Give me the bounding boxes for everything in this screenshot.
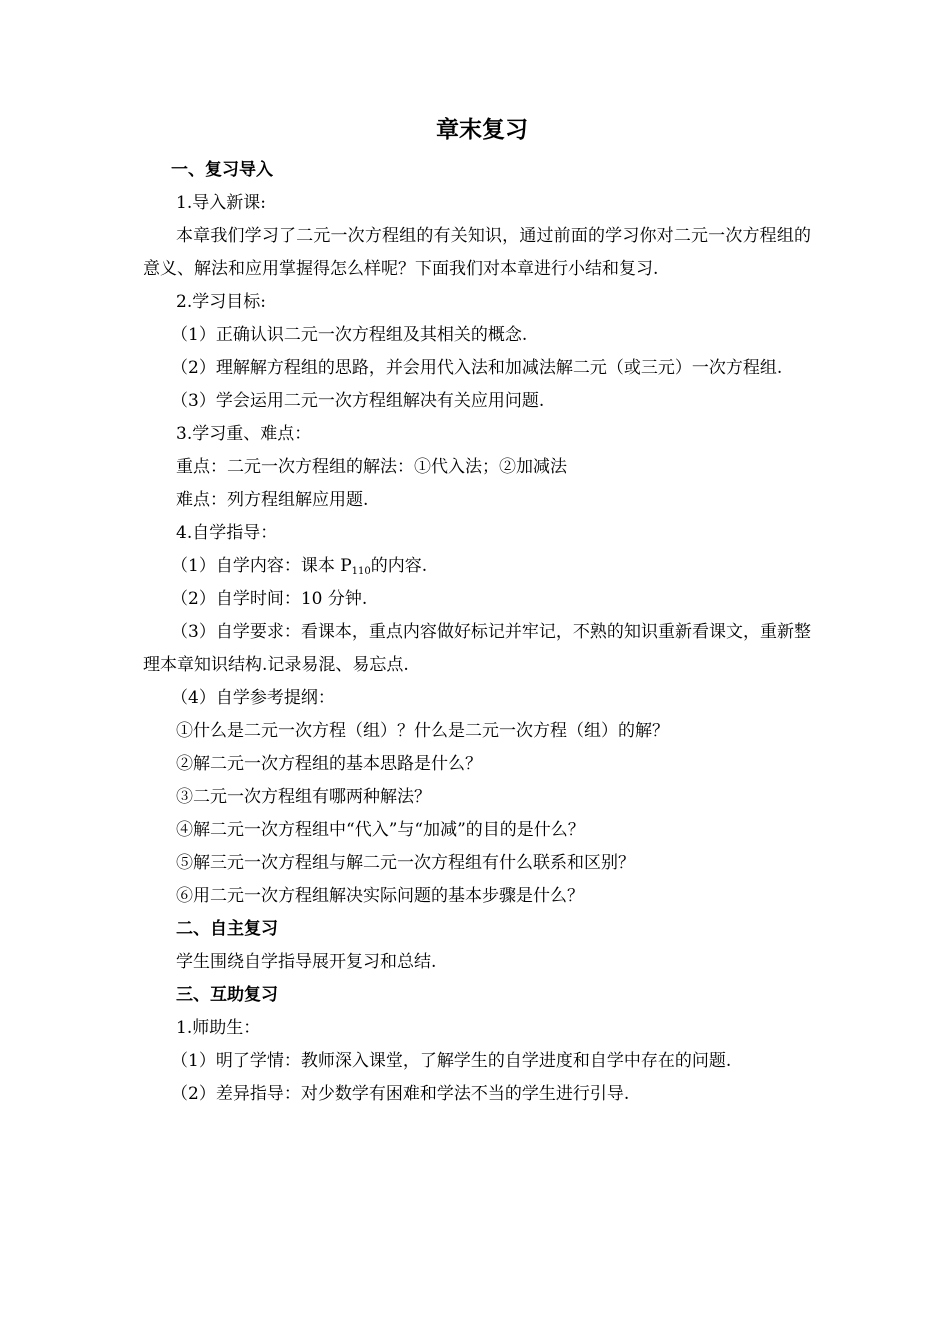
intro-paragraph: 本章我们学习了二元一次方程组的有关知识，通过前面的学习你对二元一次方程组的意义、解法和应用掌握得怎么样呢？下面我们对本章进行小结和复习. (143, 226, 811, 279)
guide-content (143, 550, 811, 583)
section3-item-1: （1）明了学情：教师深入课堂，了解学生的自学进度和自学中存在的问题. (171, 1051, 732, 1071)
outline-item-4: ④解二元一次方程组中“代入”与“加减”的目的是什么？ (176, 820, 585, 840)
guide-requirement: （3）自学要求：看课本，重点内容做好标记并牢记，不熟的知识重新看课文，重新整理本章知识结构.记录易混、易忘点. (143, 622, 811, 675)
intro-label: 1.导入新课: (176, 193, 266, 213)
outline-item-5: ⑤解三元一次方程组与解二元一次方程组有什么联系和区别？ (176, 853, 635, 873)
guide-content-suffix: 的内容. (370, 556, 428, 576)
guide-label: 4.自学指导： (176, 523, 278, 543)
outline-item-1: ①什么是二元一次方程（组）？什么是二元一次方程（组）的解？ (176, 721, 669, 741)
guide-content-page-subscript: 110 (351, 566, 371, 577)
goals-label: 2.学习目标: (176, 292, 266, 312)
document-page (143, 112, 811, 1111)
outline-item-2: ②解二元一次方程组的基本思路是什么？ (176, 754, 482, 774)
guide-time: （2）自学时间：10 分钟. (171, 589, 368, 609)
page-title: 章末复习 (436, 117, 528, 143)
key-point: 重点：二元一次方程组的解法：①代入法；②加减法 (176, 457, 567, 477)
section2-text: 学生围绕自学指导展开复习和总结. (176, 952, 437, 972)
section3-heading: 三、互助复习 (176, 985, 278, 1005)
guide-content-prefix: （1）自学内容：课本 P (171, 556, 352, 576)
section1-heading: 一、复习导入 (171, 160, 273, 180)
section3-sub-label: 1.师助生： (176, 1018, 261, 1038)
outline-item-3: ③二元一次方程组有哪两种解法？ (176, 787, 431, 807)
section2-heading: 二、自主复习 (176, 919, 278, 939)
outline-item-6: ⑥用二元一次方程组解决实际问题的基本步骤是什么？ (176, 886, 584, 906)
guide-outline-label: （4）自学参考提纲： (171, 688, 335, 708)
difficult-point: 难点：列方程组解应用题. (176, 490, 369, 510)
goal-item-3: （3）学会运用二元一次方程组解决有关应用问题. (171, 391, 545, 411)
section3-item-2: （2）差异指导：对少数学有困难和学法不当的学生进行引导. (171, 1084, 630, 1104)
key-difficult-label: 3.学习重、难点： (176, 424, 312, 444)
goal-item-1: （1）正确认识二元一次方程组及其相关的概念. (171, 325, 528, 345)
goal-item-2: （2）理解解方程组的思路，并会用代入法和加减法解二元（或三元）一次方程组. (171, 358, 783, 378)
